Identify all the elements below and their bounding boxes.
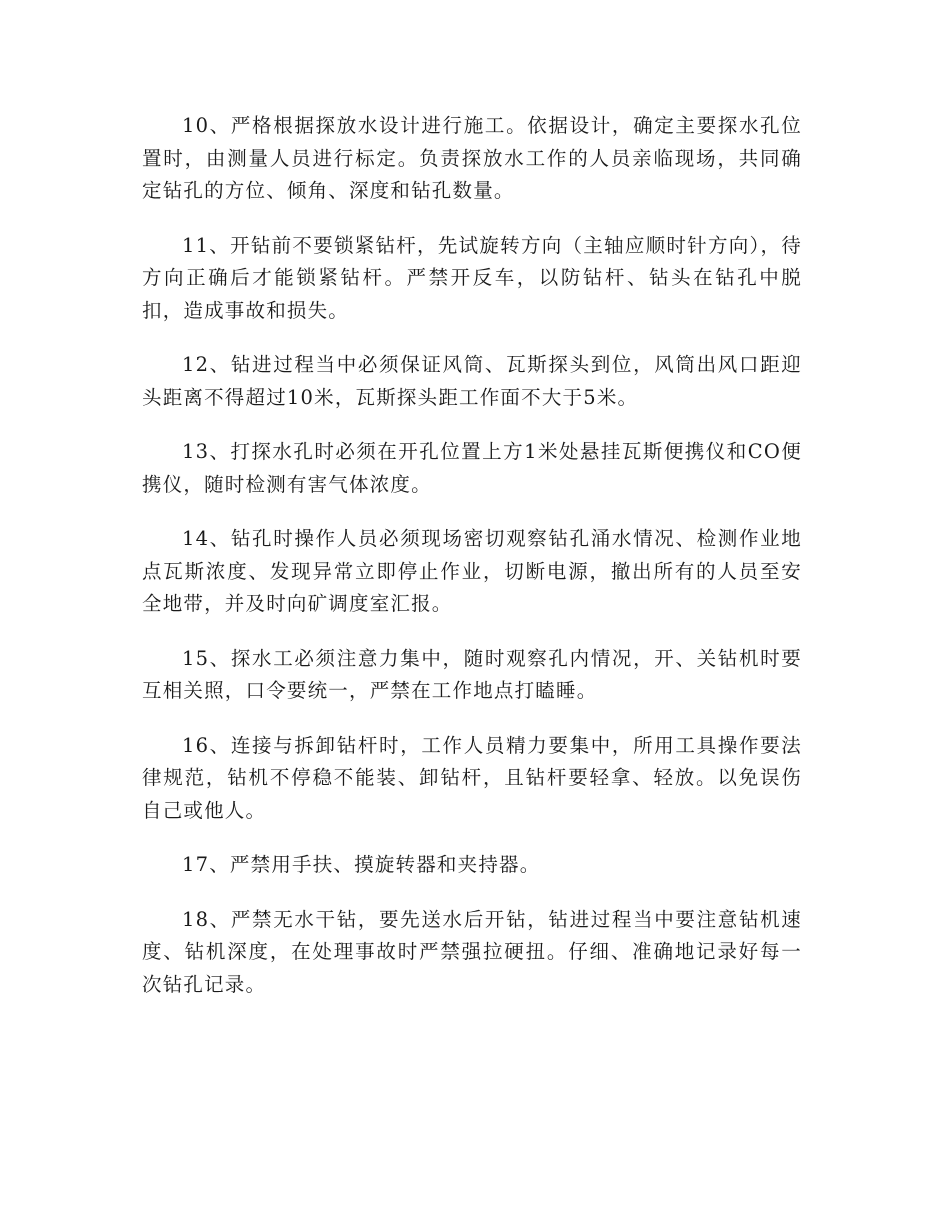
paragraph-13: 13、打探水孔时必须在开孔位置上方1米处悬挂瓦斯便携仪和CO便携仪，随时检测有害气体浓度。 — [142, 440, 802, 496]
paragraph-12: 12、钻进过程当中必须保证风筒、瓦斯探头到位，风筒出风口距迎头距离不得超过10米，瓦斯探头距工作面不大于5米。 — [142, 353, 802, 409]
paragraph-17: 17、严禁用手扶、摸旋转器和夹持器。 — [182, 853, 541, 876]
paragraph-18: 18、严禁无水干钻，要先送水后开钻，钻进过程当中要注意钻机速度、钻机深度，在处理事故时严禁强拉硬扭。仔细、准确地记录好每一次钻孔记录。 — [142, 907, 802, 996]
document-page — [142, 110, 802, 1023]
paragraph-11: 11、开钻前不要锁紧钻杆，先试旋转方向（主轴应顺时针方向），待方向正确后才能锁紧钻杆。严禁开反车，以防钻杆、钻头在钻孔中脱扣，造成事故和损失。 — [142, 233, 802, 322]
paragraph-10: 10、严格根据探放水设计进行施工。依据设计，确定主要探水孔位置时，由测量人员进行标定。负责探放水工作的人员亲临现场，共同确定钻孔的方位、倾角、深度和钻孔数量。 — [142, 114, 802, 202]
paragraph-15: 15、探水工必须注意力集中，随时观察孔内情况，开、关钻机时要互相关照，口令要统一，严禁在工作地点打瞌睡。 — [142, 646, 802, 702]
paragraph-16: 16、连接与拆卸钻杆时，工作人员精力要集中，所用工具操作要法律规范，钻机不停稳不能装、卸钻杆，且钻杆要轻拿、轻放。以免误伤自己或他人。 — [142, 733, 802, 822]
paragraph-14: 14、钻孔时操作人员必须现场密切观察钻孔涌水情况、检测作业地点瓦斯浓度、发现异常立即停止作业，切断电源，撤出所有的人员至安全地带，并及时向矿调度室汇报。 — [142, 527, 802, 615]
